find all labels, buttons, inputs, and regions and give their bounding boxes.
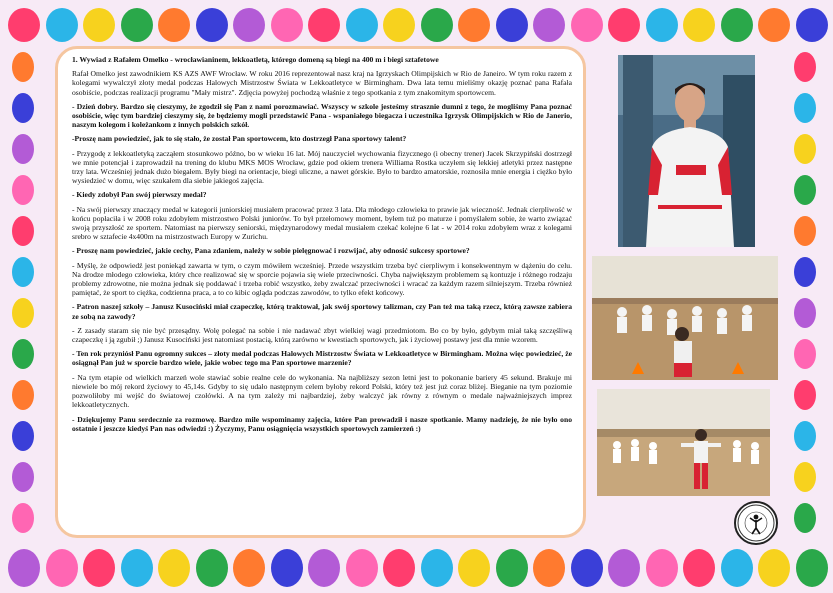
decorative-dot bbox=[794, 175, 816, 205]
decorative-dot bbox=[533, 549, 565, 587]
decorative-dot bbox=[233, 549, 265, 587]
decorative-dot bbox=[721, 8, 753, 42]
interview-answer: - Na tym etapie od wielkich marzeń wole stawiać sobie realne cele do wykonania. Na najbliższy sezon letni jest to pokonanie bariery 45 sekund. Brakuje mi niewiele bo mój rekord życiowy to 45,14s. Gdyby to się udało następnym celem byłoby rekord Polski, który też jest już coraz bliżej. Bieganie na tym poziomie pozwoliłoby mi wejść do światowej czołówki. A na tym zależy mi najbardziej, żeby walczyć jak równy z równym o medale najważniejszych imprez lekkoatletycznych. bbox=[72, 372, 572, 410]
decorative-dot bbox=[271, 549, 303, 587]
decorative-dot bbox=[683, 549, 715, 587]
interview-answer: - Z zasady staram się nie być przesądny. Wolę polegać na sobie i nie nadawać zbyt wielkiej wagi przedmiotom. Bo co by było, gdybym miał taką szczęśliwą czapeczkę i ją zgubił ;) Janusz Kusociński jest natomiast postacią, którą zarówno w kwestiach sportowych, jak i życiowej postawy jest dla mnie wzorem. bbox=[72, 325, 572, 345]
article-intro: Rafał Omelko jest zawodnikiem KS AZS AWF Wrocław. W roku 2016 reprezentował nasz kraj na Igrzyskach Olimpijskich w Rio de Janeiro. W tym roku razem z kolegami wywalczył złoty medal podczas Halowych Mistrzostw Świata w Lekkoatletyce w Birmingham. Dwa lata temu mieliśmy okazję poznać pana Rafała osobiście, podczas realizacji programu "Mały mistrz". Zdjęcia powyżej pochodzą właśnie z tego spotkania z tym znakomitym sportowcem. bbox=[72, 69, 572, 97]
decorative-dot bbox=[8, 549, 40, 587]
decorative-dot bbox=[421, 549, 453, 587]
interview-question: - Ten rok przyniósł Panu ogromny sukces – złoty medal podczas Halowych Mistrzostw Świata w Lekkoatletyce w Birmingham. Można więc powiedzieć, że osiągnął Pan już w sporcie bardzo wiele, jakie wobec tego ma Pan sportowe marzenie? bbox=[72, 349, 572, 368]
decorative-dot bbox=[121, 549, 153, 587]
decorative-dot bbox=[12, 339, 34, 369]
decorative-dot bbox=[158, 549, 190, 587]
interview-answer: - Na swój pierwszy znaczący medal w kategorii juniorskiej musiałem pracować przez 3 lata. Dla młodego człowieka to prawie jak wieczność. Jednak cierpliwość w końcu popłaciła i w 2008 roku zdobyłem mistrzostwo Polski juniorów. To był przełomowy moment, byłem tuż po maturze i pomyślałem sobie, że warto związać swoją przyszłość ze sportem. Natomiast na pierwszy seniorski, międzynarodowy medal musiałem czekać kolejne 6 lat - w 2014 roku zdobyłem wraz z kolegami srebro w sztafecie 4x400m na mistrzostwach Europy w Zurichu. bbox=[72, 204, 572, 242]
article-content bbox=[72, 55, 572, 438]
decorative-dot bbox=[8, 8, 40, 42]
decorative-dot bbox=[796, 549, 828, 587]
interview-question: - Dziękujemy Panu serdecznie za rozmowę. Bardzo mile wspominamy zajęcia, które Pan prowadził i nasze spotkanie. Mamy nadzieję, że nie było ono ostatnie i jeszcze kiedyś Pan nas odwiedzi :) Życzymy, Panu osiągnięcia wszystkich sportowych zamierzeń :) bbox=[72, 414, 572, 433]
decorative-dot bbox=[796, 8, 828, 42]
decorative-dot bbox=[12, 216, 34, 246]
photo-gym-group bbox=[597, 389, 770, 496]
decorative-dot bbox=[646, 549, 678, 587]
decorative-dot bbox=[794, 298, 816, 328]
decorative-dot bbox=[12, 380, 34, 410]
decorative-dot bbox=[794, 216, 816, 246]
decorative-dot bbox=[12, 421, 34, 451]
decorative-dot bbox=[233, 8, 265, 42]
decorative-dot bbox=[12, 298, 34, 328]
decorative-dot bbox=[794, 380, 816, 410]
photo-athlete-portrait bbox=[618, 55, 755, 247]
decorative-dot bbox=[794, 503, 816, 533]
decorative-dot bbox=[158, 8, 190, 42]
decorative-dot bbox=[12, 52, 34, 82]
decorative-dot bbox=[383, 8, 415, 42]
decorative-dot bbox=[758, 8, 790, 42]
decorative-dot bbox=[683, 8, 715, 42]
decorative-dot bbox=[496, 549, 528, 587]
decorative-dot bbox=[308, 8, 340, 42]
decorative-dot bbox=[794, 257, 816, 287]
decorative-dot bbox=[794, 462, 816, 492]
decorative-dot bbox=[533, 8, 565, 42]
decorative-dot bbox=[12, 257, 34, 287]
interview-question: - Patron naszej szkoły – Janusz Kusociński miał czapeczkę, którą traktował, jak swój sportowy talizman, czy Pan też ma taką rzecz, którą zawsze zabiera ze sobą na zawody? bbox=[72, 302, 572, 321]
interview-question: -Proszę nam powiedzieć, jak to się stało, że został Pan sportowcem, kto dostrzegł Pana sportowy talent? bbox=[72, 134, 407, 144]
interview-question: - Kiedy zdobył Pan swój pierwszy medal? bbox=[72, 190, 207, 200]
decorative-dot bbox=[608, 8, 640, 42]
decorative-dot bbox=[83, 549, 115, 587]
decorative-dot bbox=[12, 503, 34, 533]
interview-paragraphs bbox=[72, 102, 572, 433]
decorative-dot bbox=[196, 8, 228, 42]
decorative-dot bbox=[421, 8, 453, 42]
decorative-dot bbox=[758, 549, 790, 587]
decorative-dot bbox=[794, 339, 816, 369]
decorative-dot bbox=[721, 549, 753, 587]
interview-question: - Proszę nam powiedzieć, jakie cechy, Pana zdaniem, należy w sobie pielęgnować i rozwijać, aby odnosić sukcesy sportowe? bbox=[72, 246, 470, 256]
decorative-dot bbox=[496, 8, 528, 42]
interview-answer: - Myślę, że odpowiedź jest poniekąd zawarta w tym, o czym mówiłem wcześniej. Przede wszystkim trzeba być cierpliwym i konsekwentnym w dążeniu do celu. Na drodze młodego człowieka, który chce realizować się w sporcie pojawia się wiele przeciwności. Chyba największym problemem są kontuzje i różnego rodzaju problemy zdrowotne, nie można jednak się poddawać i trzeba robić wszystko, żeby zwalczać przeciwności i wracać za każdym razem silniejszym. Trzeba również pamiętać, że sport to ciężka, codzienna praca, a to co kibic ogląda podczas zawodów, to tylko efekt końcowy. bbox=[72, 260, 572, 298]
decorative-dot bbox=[83, 8, 115, 42]
article-title: 1. Wywiad z Rafałem Omelko - wrocławianinem, lekkoatletą, którego domeną są biegi na 400 m i biegi sztafetowe bbox=[72, 55, 439, 64]
decorative-dot bbox=[12, 134, 34, 164]
photo-children-training bbox=[592, 256, 778, 380]
decorative-dot bbox=[458, 549, 490, 587]
decorative-dot bbox=[383, 549, 415, 587]
school-logo-stamp bbox=[734, 501, 778, 545]
decorative-dot bbox=[794, 134, 816, 164]
decorative-dot bbox=[608, 549, 640, 587]
decorative-dot bbox=[346, 549, 378, 587]
decorative-dot bbox=[571, 8, 603, 42]
interview-answer: - Przygodę z lekkoatletyką zacząłem stosunkowo późno, bo w wieku 16 lat. Mój nauczyciel wychowania fizycznego (i obecny trener) Jacek Skrzypiński dostrzegł we mnie potencjał i zaprowadził na trening do klubu MKS MOS Wrocław, gdzie pod okiem trenera Williama Rostka uczyłem się lekkiej atletyki przez następne trzy lata. Wcześniej jednak dużo biegałem. Były biegi na orientacje, biegi uliczne, a nawet górskie. Było to bardzo amatorskie, roznosiła mnie energia i ciężko było wysiedzieć w domu, więc szukałem dla siebie jakiegoś zajęcia. bbox=[72, 148, 572, 186]
decorative-dot bbox=[346, 8, 378, 42]
decorative-dot bbox=[646, 8, 678, 42]
decorative-dot bbox=[794, 421, 816, 451]
decorative-dot bbox=[458, 8, 490, 42]
article-panel bbox=[55, 46, 586, 538]
decorative-dot bbox=[121, 8, 153, 42]
decorative-dot bbox=[12, 462, 34, 492]
decorative-dot bbox=[196, 549, 228, 587]
decorative-dot bbox=[271, 8, 303, 42]
decorative-dot bbox=[12, 175, 34, 205]
decorative-dot bbox=[794, 52, 816, 82]
decorative-dot bbox=[12, 93, 34, 123]
interview-question: - Dzień dobry. Bardzo się cieszymy, że zgodził się Pan z nami porozmawiać. Wszyscy w szkole jesteśmy strasznie dumni z tego, że mogliśmy Pana poznać osobiście, więc tym bardziej cieszymy się, że będziemy mogli przedstawić Pana - wspaniałego biegacza i uczestnika Igrzysk Olimpijskich w Rio de Janerio, naszym kolegom i koleżankom z innych polskich szkół. bbox=[72, 101, 572, 130]
decorative-dot bbox=[46, 8, 78, 42]
decorative-dot bbox=[308, 549, 340, 587]
decorative-dot bbox=[571, 549, 603, 587]
decorative-dot bbox=[794, 93, 816, 123]
decorative-dot bbox=[46, 549, 78, 587]
